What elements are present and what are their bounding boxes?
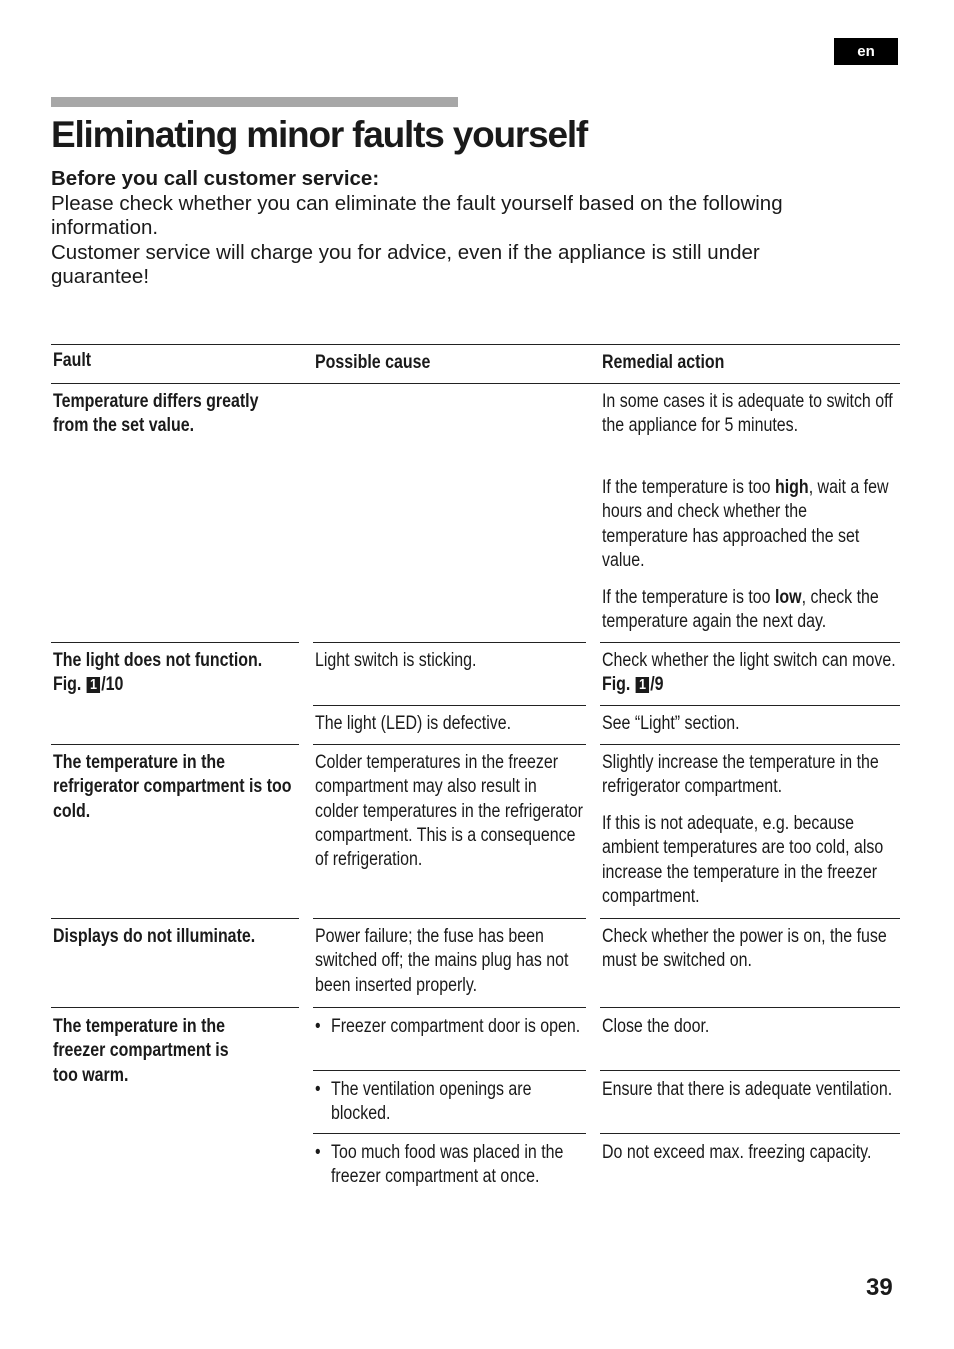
row-divider	[600, 705, 900, 706]
action-text: Do not exceed max. freezing capacity.	[602, 1142, 872, 1163]
table-header	[51, 344, 900, 384]
cause-text: Power failure; the fuse has been switched off; the mains plug has not been inserted properly.	[315, 926, 569, 996]
row-divider	[313, 1133, 586, 1134]
action-text: If the temperature is too low, check the temperature again the next day.	[602, 587, 879, 633]
row-divider	[313, 642, 586, 643]
action-cell	[602, 586, 952, 635]
action-cell	[602, 812, 952, 909]
row-divider	[51, 744, 299, 745]
action-cell	[602, 649, 952, 698]
cause-cell	[315, 1015, 635, 1039]
fault-text: Displays do not illuminate.	[53, 926, 256, 947]
action-text: Check whether the power is on, the fuse must be switched on.	[602, 926, 887, 972]
action-cell	[602, 1015, 952, 1039]
title-decor-bar	[51, 97, 458, 107]
fault-cell	[53, 751, 343, 824]
fault-text: The temperature in the freezer compartment is too warm.	[53, 1016, 229, 1086]
row-divider	[600, 642, 900, 643]
fault-text: The temperature in the refrigerator compartment is too cold.	[53, 752, 292, 822]
cause-cell	[315, 925, 635, 998]
intro-lead: Before you call customer service:	[51, 167, 380, 190]
figure-number-badge: 1	[636, 677, 650, 693]
action-text: In some cases it is adequate to switch off the appliance for 5 minutes.	[602, 391, 893, 437]
action-cell	[602, 476, 952, 573]
action-text: Close the door.	[602, 1016, 710, 1037]
cause-cell	[315, 751, 635, 872]
action-cell	[602, 925, 952, 974]
row-divider	[600, 918, 900, 919]
cause-cell	[315, 649, 635, 673]
action-cell	[602, 751, 952, 800]
action-text: See “Light” section.	[602, 713, 740, 734]
row-divider	[313, 1070, 586, 1071]
figure-number-badge: 1	[87, 677, 101, 693]
header-possible-cause: Possible cause	[315, 352, 431, 373]
fault-text: The light does not function. Fig. 1 /10	[53, 650, 263, 696]
row-divider	[600, 1133, 900, 1134]
intro-paragraph-1: Please check whether you can eliminate the fault yourself based on the following information.	[51, 191, 783, 239]
cause-bullet-item: • The ventilation openings are blocked.	[315, 1078, 584, 1127]
action-cell	[602, 1141, 952, 1165]
fault-cell	[53, 925, 343, 949]
row-divider	[51, 1007, 299, 1008]
cause-text: Light switch is sticking.	[315, 650, 477, 671]
cause-cell	[315, 1078, 635, 1127]
page-title: Eliminating minor faults yourself	[51, 114, 588, 155]
fault-cell	[53, 390, 343, 439]
action-cell	[602, 712, 952, 736]
cause-bullet-item: • Freezer compartment door is open.	[315, 1015, 584, 1039]
action-text: If this is not adequate, e.g. because ambient temperatures are too cold, also increase the temperature in the freezer compartment.	[602, 813, 884, 907]
row-divider	[600, 1007, 900, 1008]
row-divider	[600, 1070, 900, 1071]
row-divider	[313, 744, 586, 745]
row-divider	[313, 918, 586, 919]
fault-cell	[53, 649, 343, 698]
cause-text: The light (LED) is defective.	[315, 713, 512, 734]
fault-cell	[53, 1015, 293, 1088]
action-text: Slightly increase the temperature in the refrigerator compartment.	[602, 752, 879, 798]
row-divider	[313, 705, 586, 706]
row-divider	[600, 744, 900, 745]
action-text: Ensure that there is adequate ventilation.	[602, 1079, 893, 1100]
fault-text: Temperature differs greatly from the set value.	[53, 391, 259, 437]
language-tag: en	[834, 38, 898, 65]
page-number: 39	[866, 1274, 893, 1301]
intro-section	[51, 167, 851, 290]
action-text: If the temperature is too high, wait a few hours and check whether the temperature has approached the set value.	[602, 477, 889, 571]
action-cell	[602, 390, 952, 439]
header-fault: Fault	[53, 350, 92, 371]
action-cell	[602, 1078, 952, 1102]
cause-cell	[315, 1141, 635, 1190]
action-text: Check whether the light switch can move. Fig. 1 /9	[602, 650, 896, 696]
cause-cell	[315, 712, 635, 736]
cause-bullet-item: • Too much food was placed in the freezer compartment at once.	[315, 1141, 584, 1190]
row-divider	[313, 1007, 586, 1008]
cause-text: Colder temperatures in the freezer compartment may also result in colder temperatures in the refrigerator compartment. This is a consequence of refrigeration.	[315, 752, 583, 871]
header-remedial-action: Remedial action	[602, 352, 725, 373]
intro-paragraph-2: Customer service will charge you for advice, even if the appliance is still under guarantee!	[51, 240, 760, 288]
row-divider	[51, 642, 299, 643]
row-divider	[51, 918, 299, 919]
